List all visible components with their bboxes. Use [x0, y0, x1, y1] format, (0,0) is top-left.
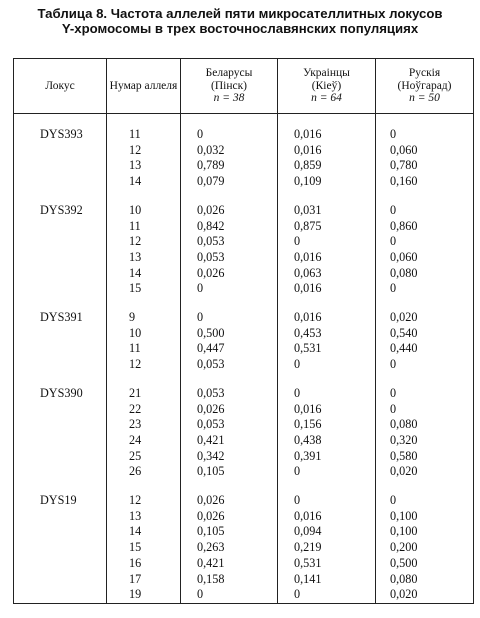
russia-value: 0,020: [376, 587, 474, 603]
table-row: [14, 158, 474, 174]
allele-cell: 12: [107, 480, 181, 509]
table-row: [14, 572, 474, 588]
allele-cell: 12: [107, 143, 181, 159]
belarus-value: 0,026: [181, 266, 278, 282]
russia-value: 0,580: [376, 449, 474, 465]
allele-cell: 17: [107, 572, 181, 588]
ukraine-value: 0,016: [278, 509, 376, 525]
russia-value: 0,080: [376, 266, 474, 282]
russia-value: 0,020: [376, 464, 474, 480]
ukraine-value: 0,391: [278, 449, 376, 465]
allele-cell: 23: [107, 417, 181, 433]
ukraine-value: 0: [278, 480, 376, 509]
table-row: [14, 219, 474, 235]
locus-cell: [14, 540, 107, 556]
allele-frequency-table: [13, 58, 474, 604]
locus-cell: DYS391: [14, 297, 107, 326]
ukraine-value: 0,016: [278, 281, 376, 297]
ukraine-value: 0,109: [278, 174, 376, 190]
header-row: [14, 59, 474, 114]
header-allele: Нумар аллеля: [107, 59, 181, 114]
locus-cell: [14, 587, 107, 603]
header-russia: Рускія (Ноўгарад) n = 50: [376, 59, 474, 114]
locus-cell: [14, 556, 107, 572]
allele-cell: 12: [107, 357, 181, 373]
table-row: [14, 464, 474, 480]
russia-value: 0: [376, 357, 474, 373]
locus-cell: [14, 174, 107, 190]
locus-cell: [14, 250, 107, 266]
allele-cell: 13: [107, 250, 181, 266]
belarus-value: 0,447: [181, 341, 278, 357]
locus-cell: [14, 357, 107, 373]
table-row: [14, 587, 474, 603]
russia-value: 0,500: [376, 556, 474, 572]
locus-cell: [14, 341, 107, 357]
ukraine-value: 0: [278, 587, 376, 603]
caption-line-1: Таблица 8. Частота аллелей пяти микросателлитных локусов: [37, 6, 443, 21]
russia-value: 0,060: [376, 143, 474, 159]
locus-cell: [14, 449, 107, 465]
belarus-value: 0: [181, 281, 278, 297]
locus-cell: [14, 281, 107, 297]
belarus-value: 0,026: [181, 509, 278, 525]
russia-value: 0: [376, 480, 474, 509]
belarus-value: 0,053: [181, 357, 278, 373]
ukraine-value: 0,031: [278, 190, 376, 219]
allele-cell: 14: [107, 266, 181, 282]
table-row: [14, 341, 474, 357]
ukraine-value: 0,016: [278, 250, 376, 266]
allele-cell: 16: [107, 556, 181, 572]
allele-cell: 14: [107, 174, 181, 190]
russia-value: 0,780: [376, 158, 474, 174]
russia-value: 0: [376, 114, 474, 143]
caption-line-2: Y-хромосомы в трех восточнославянских популяциях: [61, 21, 419, 36]
ukraine-value: 0,875: [278, 219, 376, 235]
table-body: [14, 114, 474, 604]
russia-value: 0: [376, 234, 474, 250]
belarus-value: 0,263: [181, 540, 278, 556]
allele-cell: 11: [107, 341, 181, 357]
belarus-value: 0: [181, 114, 278, 143]
table-row: [14, 281, 474, 297]
ukraine-value: 0: [278, 373, 376, 402]
belarus-value: 0,342: [181, 449, 278, 465]
allele-cell: 9: [107, 297, 181, 326]
allele-cell: 22: [107, 402, 181, 418]
table-row: [14, 509, 474, 525]
ukraine-value: 0,156: [278, 417, 376, 433]
russia-value: 0,080: [376, 572, 474, 588]
locus-cell: DYS393: [14, 114, 107, 143]
ukraine-value: 0,016: [278, 143, 376, 159]
belarus-value: 0,421: [181, 433, 278, 449]
ukraine-value: 0,141: [278, 572, 376, 588]
ukraine-value: 0: [278, 234, 376, 250]
belarus-value: 0,032: [181, 143, 278, 159]
allele-cell: 11: [107, 114, 181, 143]
allele-cell: 12: [107, 234, 181, 250]
belarus-value: 0,500: [181, 326, 278, 342]
russia-value: 0,020: [376, 297, 474, 326]
ukraine-value: 0,531: [278, 341, 376, 357]
locus-cell: [14, 417, 107, 433]
russia-value: 0: [376, 190, 474, 219]
belarus-value: 0: [181, 587, 278, 603]
belarus-value: 0,053: [181, 234, 278, 250]
ukraine-value: 0,453: [278, 326, 376, 342]
locus-cell: DYS390: [14, 373, 107, 402]
allele-cell: 19: [107, 587, 181, 603]
header-belarus: Беларусы (Пінск) n = 38: [181, 59, 278, 114]
table-row: [14, 357, 474, 373]
table-row: [14, 556, 474, 572]
russia-value: 0,080: [376, 417, 474, 433]
table-row: [14, 449, 474, 465]
table-row: [14, 540, 474, 556]
russia-value: 0,860: [376, 219, 474, 235]
locus-cell: [14, 572, 107, 588]
ukraine-value: 0,016: [278, 297, 376, 326]
allele-cell: 14: [107, 524, 181, 540]
belarus-value: 0,105: [181, 524, 278, 540]
table-row: [14, 266, 474, 282]
table-row: [14, 250, 474, 266]
belarus-value: 0,053: [181, 373, 278, 402]
locus-cell: [14, 234, 107, 250]
russia-value: 0,060: [376, 250, 474, 266]
table-row: [14, 143, 474, 159]
belarus-value: 0,158: [181, 572, 278, 588]
ukraine-value: 0: [278, 464, 376, 480]
allele-cell: 26: [107, 464, 181, 480]
ukraine-value: 0,531: [278, 556, 376, 572]
locus-cell: [14, 433, 107, 449]
locus-cell: [14, 219, 107, 235]
belarus-value: 0,421: [181, 556, 278, 572]
allele-cell: 10: [107, 190, 181, 219]
locus-cell: [14, 524, 107, 540]
table-row: [14, 480, 474, 509]
russia-value: 0,160: [376, 174, 474, 190]
allele-cell: 21: [107, 373, 181, 402]
table-row: [14, 433, 474, 449]
belarus-value: 0,105: [181, 464, 278, 480]
table-row: [14, 114, 474, 143]
belarus-value: 0,026: [181, 480, 278, 509]
russia-value: 0,320: [376, 433, 474, 449]
header-ukraine: Украінцы (Кіеў) n = 64: [278, 59, 376, 114]
allele-cell: 10: [107, 326, 181, 342]
belarus-value: 0,053: [181, 417, 278, 433]
russia-value: 0: [376, 281, 474, 297]
ukraine-value: 0,859: [278, 158, 376, 174]
ukraine-value: 0,219: [278, 540, 376, 556]
locus-cell: [14, 326, 107, 342]
table-row: [14, 174, 474, 190]
allele-cell: 11: [107, 219, 181, 235]
locus-cell: DYS19: [14, 480, 107, 509]
table-row: [14, 190, 474, 219]
ukraine-value: 0,063: [278, 266, 376, 282]
table-row: [14, 524, 474, 540]
belarus-value: 0,026: [181, 402, 278, 418]
belarus-value: 0,026: [181, 190, 278, 219]
locus-cell: DYS392: [14, 190, 107, 219]
ukraine-value: 0,016: [278, 114, 376, 143]
russia-value: 0,440: [376, 341, 474, 357]
russia-value: 0,200: [376, 540, 474, 556]
russia-value: 0,100: [376, 524, 474, 540]
allele-cell: 24: [107, 433, 181, 449]
table-caption: [0, 6, 480, 36]
allele-cell: 13: [107, 509, 181, 525]
belarus-value: 0: [181, 297, 278, 326]
locus-cell: [14, 266, 107, 282]
allele-cell: 15: [107, 540, 181, 556]
table-row: [14, 234, 474, 250]
table-row: [14, 402, 474, 418]
locus-cell: [14, 402, 107, 418]
russia-value: 0,540: [376, 326, 474, 342]
belarus-value: 0,053: [181, 250, 278, 266]
belarus-value: 0,079: [181, 174, 278, 190]
russia-value: 0: [376, 373, 474, 402]
allele-cell: 25: [107, 449, 181, 465]
allele-cell: 15: [107, 281, 181, 297]
table-row: [14, 373, 474, 402]
table-row: [14, 326, 474, 342]
table-row: [14, 417, 474, 433]
russia-value: 0: [376, 402, 474, 418]
russia-value: 0,100: [376, 509, 474, 525]
ukraine-value: 0,094: [278, 524, 376, 540]
locus-cell: [14, 509, 107, 525]
allele-cell: 13: [107, 158, 181, 174]
locus-cell: [14, 143, 107, 159]
ukraine-value: 0: [278, 357, 376, 373]
locus-cell: [14, 158, 107, 174]
table-row: [14, 297, 474, 326]
ukraine-value: 0,438: [278, 433, 376, 449]
header-locus: Локус: [14, 59, 107, 114]
ukraine-value: 0,016: [278, 402, 376, 418]
belarus-value: 0,842: [181, 219, 278, 235]
locus-cell: [14, 464, 107, 480]
belarus-value: 0,789: [181, 158, 278, 174]
